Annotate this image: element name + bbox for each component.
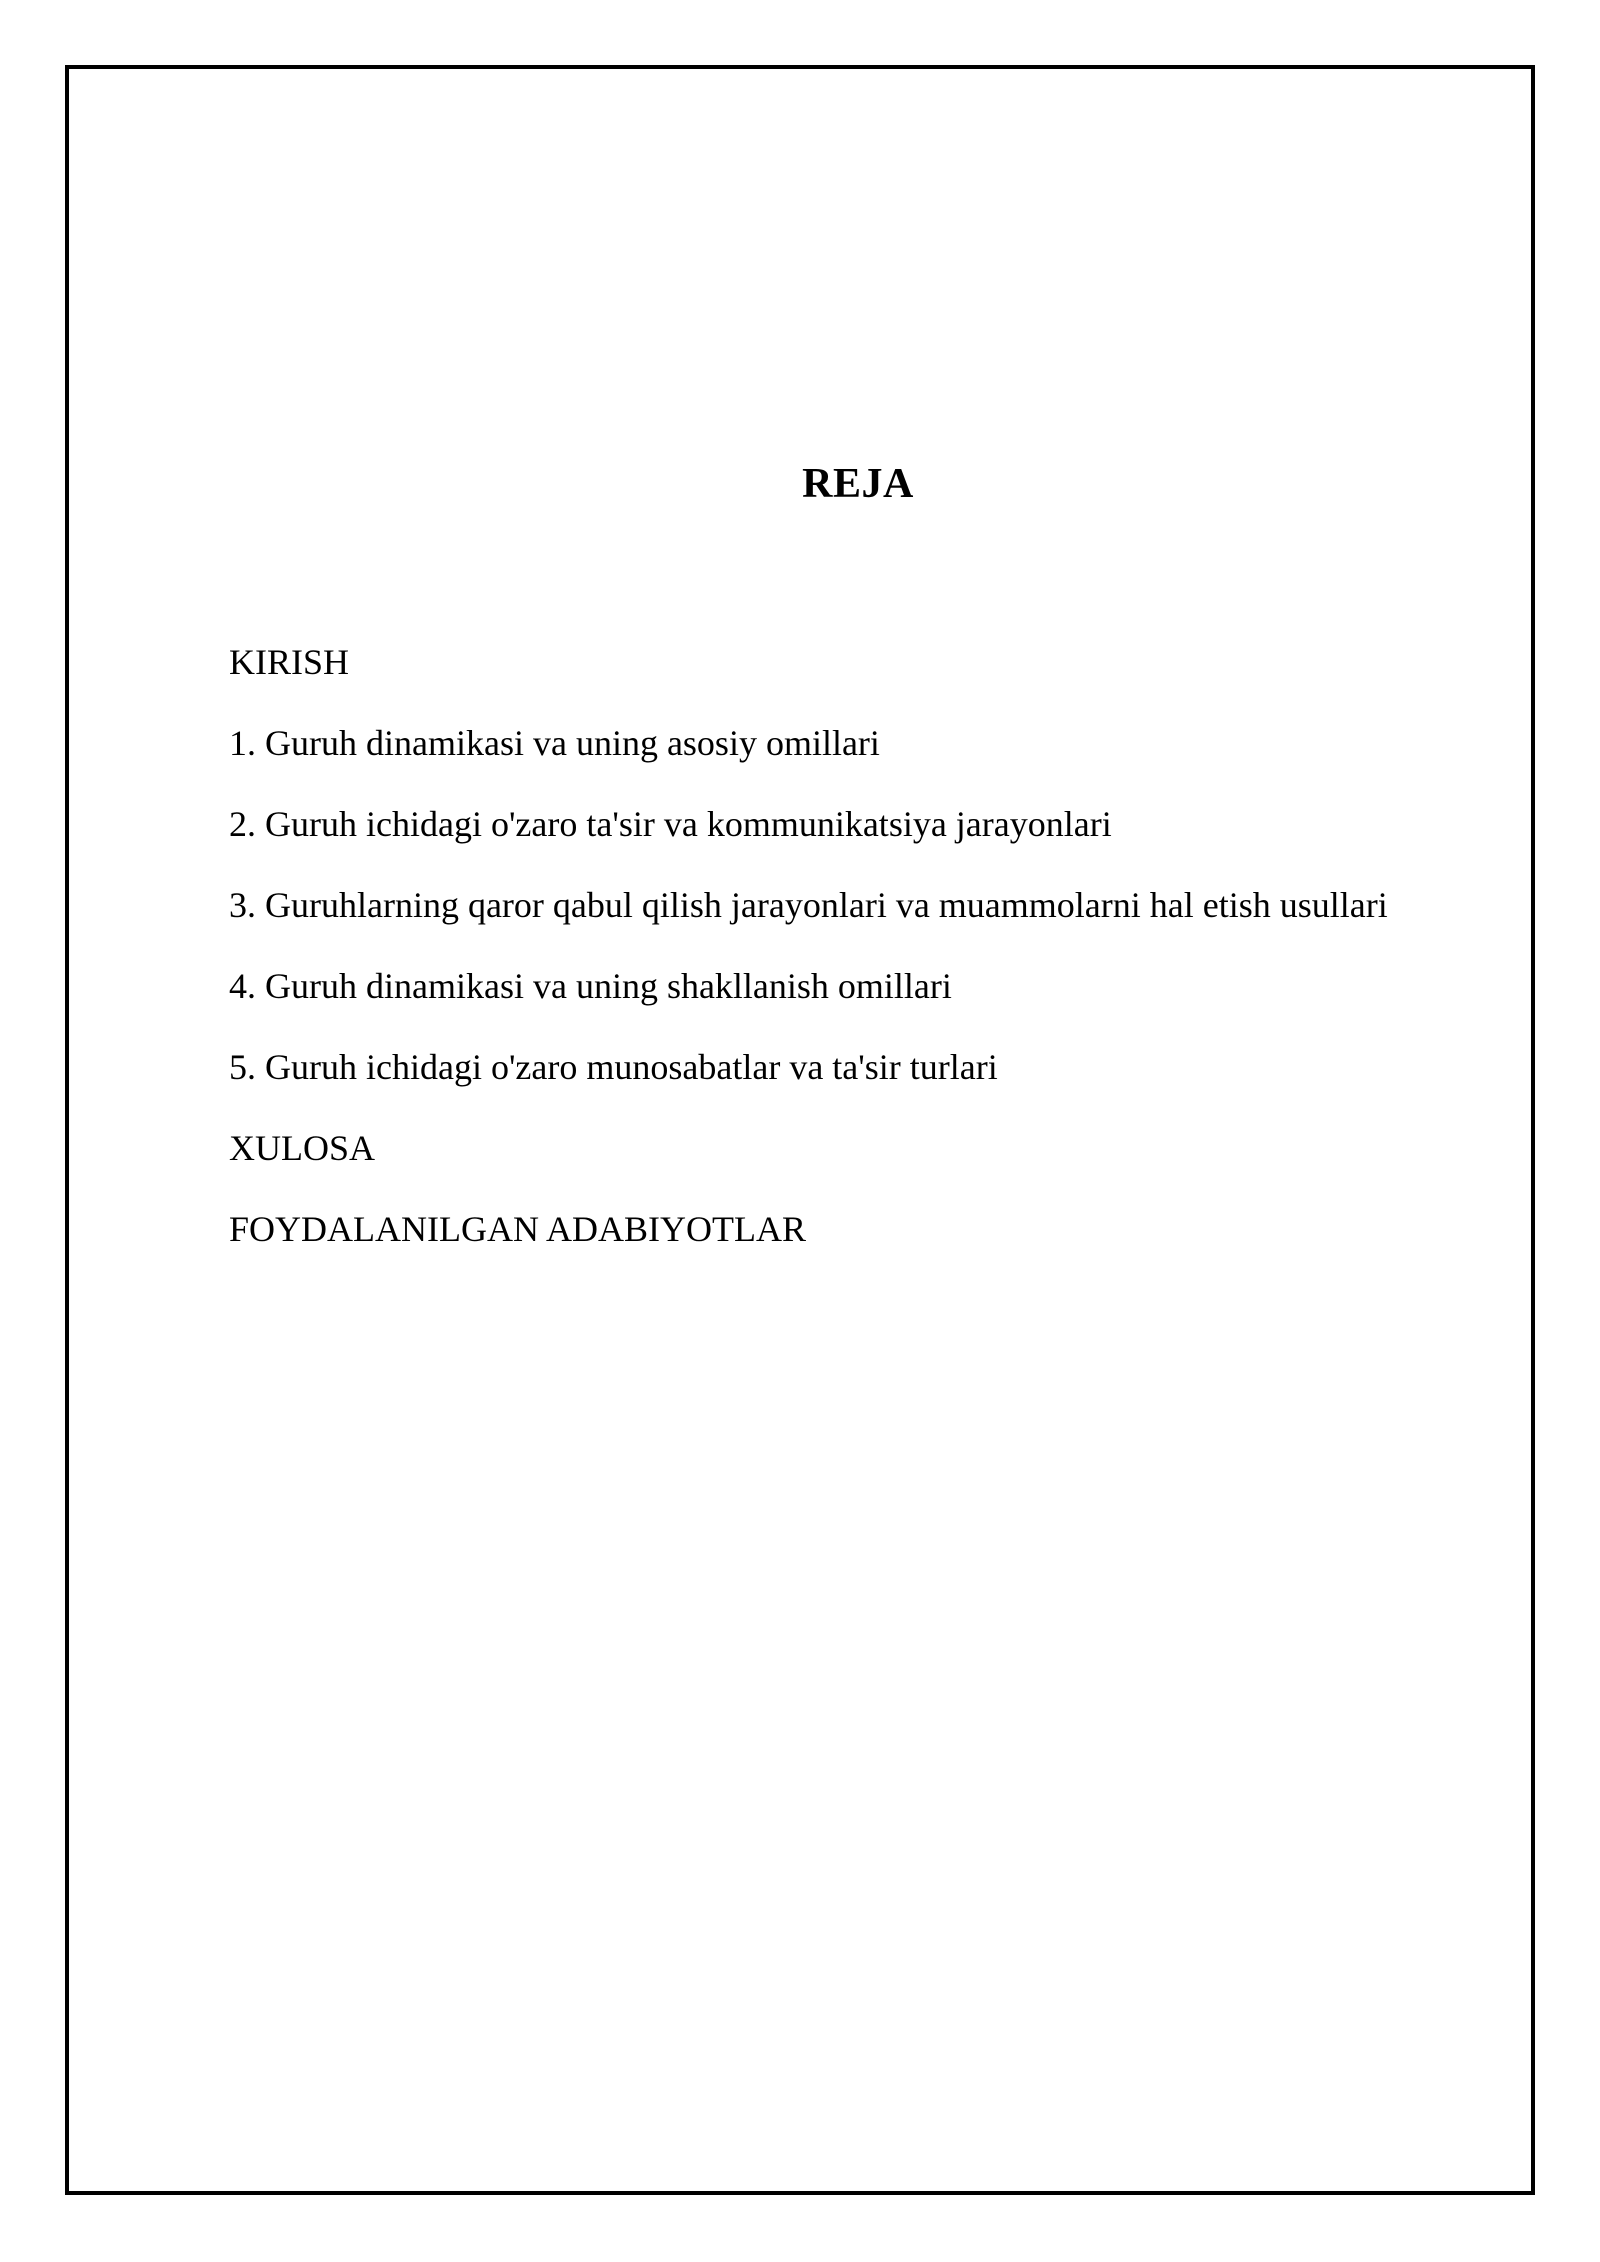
- toc-item-references: FOYDALANILGAN ADABIYOTLAR: [229, 1209, 806, 1249]
- toc-item-5: 5. Guruh ichidagi o'zaro munosabatlar va ta'sir turlari: [229, 1047, 998, 1087]
- page-title: REJA: [802, 461, 914, 507]
- table-of-contents: [229, 636, 1388, 1284]
- toc-item-2: 2. Guruh ichidagi o'zaro ta'sir va kommunikatsiya jarayonlari: [229, 804, 1112, 844]
- toc-item-4: 4. Guruh dinamikasi va uning shakllanish omillari: [229, 966, 952, 1006]
- toc-item-1: 1. Guruh dinamikasi va uning asosiy omillari: [229, 723, 880, 763]
- toc-item-introduction: KIRISH: [229, 642, 350, 682]
- toc-item-conclusion: XULOSA: [229, 1128, 376, 1168]
- toc-item-3: 3. Guruhlarning qaror qabul qilish jarayonlari va muammolarni hal etish usullari: [229, 885, 1388, 925]
